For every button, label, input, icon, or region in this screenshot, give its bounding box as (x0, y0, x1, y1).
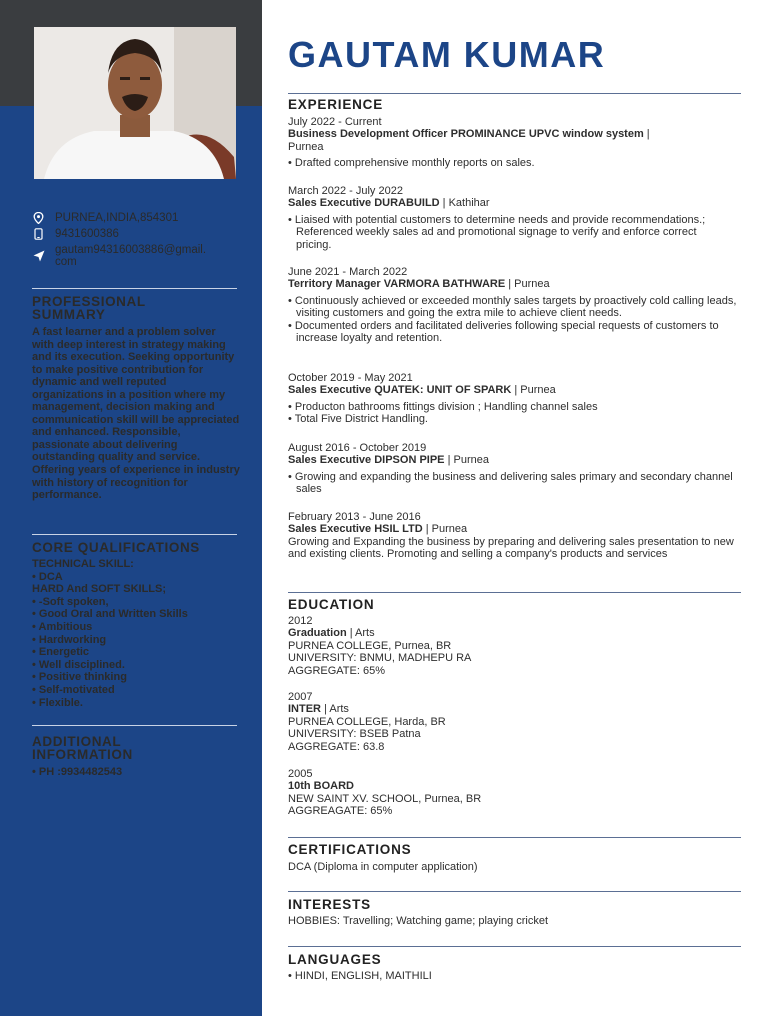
job-dates: June 2021 - March 2022 (288, 266, 408, 278)
job-dates: February 2013 - June 2016 (288, 511, 421, 523)
section-divider (288, 891, 741, 892)
job-title: Sales Executive HSIL LTD (288, 523, 423, 536)
job-bullet: • Growing and expanding the business and delivering sales primary and secondary channel sales (288, 471, 741, 496)
job-entry (288, 442, 743, 496)
interests-text: HOBBIES: Travelling; Watching game; playing cricket (288, 915, 549, 927)
section-divider (288, 837, 741, 838)
send-icon (33, 250, 45, 262)
job-title: Territory Manager VARMORA BATHWARE (288, 278, 506, 291)
job-location: | Kathihar (439, 197, 490, 210)
job-location: | Purnea (444, 454, 489, 467)
core-line: • Ambitious (32, 620, 93, 633)
job-entry (288, 266, 743, 344)
summary-heading-line-1: PROFESSIONAL (32, 294, 146, 309)
education-year: 2005 (288, 768, 313, 780)
education-line: AGGREGATE: 63.8 (288, 740, 385, 753)
job-dates: August 2016 - October 2019 (288, 442, 427, 454)
phone-icon (33, 228, 45, 240)
job-bullet: • Producton bathrooms fittings division ; Handling channel sales (288, 401, 743, 413)
sidebar-divider (32, 534, 237, 535)
education-degree: 10th BOARD (288, 780, 355, 793)
summary-text: A fast learner and a problem solver with deep interest in strategy making and its execution. Seeking opportunity to make positive contribution for dynamic and well reputed organizations in a position where my management, decision making and communication skill will be appreciated and enhanced. Responsible, passionate about delivering outstanding quality and service. Offering years of experience in industry with history of recognition for performance. (32, 326, 240, 502)
job-title: Business Development Officer PROMINANCE UPVC window system (288, 128, 644, 141)
core-line: • Energetic (32, 646, 90, 659)
additional-heading-line-1: ADDITIONAL (32, 734, 122, 749)
education-heading: EDUCATION (288, 597, 375, 612)
job-location: | Purnea (422, 523, 468, 536)
education-entry (288, 615, 743, 677)
education-entry (288, 691, 743, 753)
core-line: • DCA (32, 570, 63, 583)
certification-text: DCA (Diploma in computer application) (288, 861, 478, 873)
profile-photo (34, 27, 236, 179)
education-line: PURNEA COLLEGE, Purnea, BR (288, 639, 452, 652)
section-divider (288, 592, 741, 593)
core-line: • Hardworking (32, 633, 107, 646)
education-line: AGGREAGATE: 65% (288, 805, 393, 818)
job-bullet: • Documented orders and facilitated deliveries following special requests of customers to increase loyalty and retention. (288, 320, 741, 345)
job-title: Sales Executive QUATEK: UNIT OF SPARK (288, 384, 512, 397)
additional-heading-line-2: INFORMATION (32, 747, 133, 762)
job-bullet: • Drafted comprehensive monthly reports on sales. (288, 157, 743, 169)
job-entry (288, 116, 743, 170)
education-line: AGGREGATE: 65% (288, 664, 385, 677)
phone-text: 9431600386 (55, 228, 119, 240)
job-dates: October 2019 - May 2021 (288, 372, 413, 384)
additional-info-heading (32, 735, 242, 761)
job-location: Purnea (288, 140, 324, 153)
job-title: Sales Executive DURABUILD (288, 197, 440, 210)
education-line: NEW SAINT XV. SCHOOL, Purnea, BR (288, 792, 482, 805)
core-line: HARD And SOFT SKILLS; (32, 583, 167, 596)
education-year: 2007 (288, 691, 313, 703)
languages-heading: LANGUAGES (288, 952, 382, 967)
job-entry (288, 372, 743, 426)
candidate-name: GAUTAM KUMAR (288, 34, 606, 75)
education-line: UNIVERSITY: BNMU, MADHEPU RA (288, 652, 472, 665)
email-line-2: com (55, 256, 77, 268)
core-line: • Flexible. (32, 696, 83, 709)
languages-text: • HINDI, ENGLISH, MAITHILI (288, 970, 432, 982)
certifications-heading: CERTIFICATIONS (288, 842, 412, 857)
education-line: UNIVERSITY: BSEB Patna (288, 728, 421, 741)
section-divider (288, 946, 741, 947)
email-line-1: gautam94316003886@gmail. (55, 244, 207, 256)
core-line: • Good Oral and Written Skills (32, 608, 188, 621)
email-text (55, 244, 245, 268)
core-line: • Well disciplined. (32, 658, 125, 671)
additional-phone: • PH :9934482543 (32, 766, 123, 778)
section-divider (288, 93, 741, 94)
job-description: Growing and Expanding the business by preparing and delivering sales presentation to new and existing clients. Promoting and selling a company's products and services (288, 535, 734, 561)
education-degree: INTER (288, 703, 321, 716)
job-entry (288, 511, 743, 561)
experience-heading: EXPERIENCE (288, 97, 384, 112)
core-line: • -Soft spoken, (32, 595, 109, 608)
summary-heading (32, 295, 242, 321)
summary-heading-line-2: SUMMARY (32, 307, 106, 322)
education-entry (288, 768, 743, 818)
core-qualifications-heading: CORE QUALIFICATIONS (32, 540, 200, 555)
sidebar-divider (32, 725, 237, 726)
education-degree: Graduation (288, 627, 347, 640)
job-entry (288, 185, 743, 251)
core-qualifications-list (32, 558, 242, 709)
job-dates: March 2022 - July 2022 (288, 185, 403, 197)
job-bullet: • Liaised with potential customers to determine needs and provide recommendations.; Referenced weekly sales ad and promotional signage to verify and enforce correct pricing. (288, 214, 716, 251)
map-pin-icon (33, 212, 45, 224)
job-location-separator: | (643, 128, 650, 141)
core-line: TECHNICAL SKILL: (32, 558, 134, 570)
core-line: • Self-motivated (32, 683, 115, 696)
job-location: | Purnea (505, 278, 550, 291)
job-title: Sales Executive DIPSON PIPE (288, 454, 445, 467)
sidebar-divider (32, 288, 237, 289)
core-line: • Positive thinking (32, 671, 127, 684)
job-bullet: • Continuously achieved or exceeded monthly sales targets by proactively cold calling leads, visiting customers and going the extra mile to achieve client needs. (288, 295, 748, 320)
job-dates: July 2022 - Current (288, 116, 382, 128)
location-text: PURNEA,INDIA,854301 (55, 212, 179, 224)
education-line: PURNEA COLLEGE, Harda, BR (288, 715, 446, 728)
interests-heading: INTERESTS (288, 897, 371, 912)
education-year: 2012 (288, 615, 313, 627)
job-location: | Purnea (511, 384, 556, 397)
job-bullet: • Total Five District Handling. (288, 413, 743, 425)
education-field: | Arts (346, 627, 375, 640)
education-field: | Arts (321, 703, 349, 716)
